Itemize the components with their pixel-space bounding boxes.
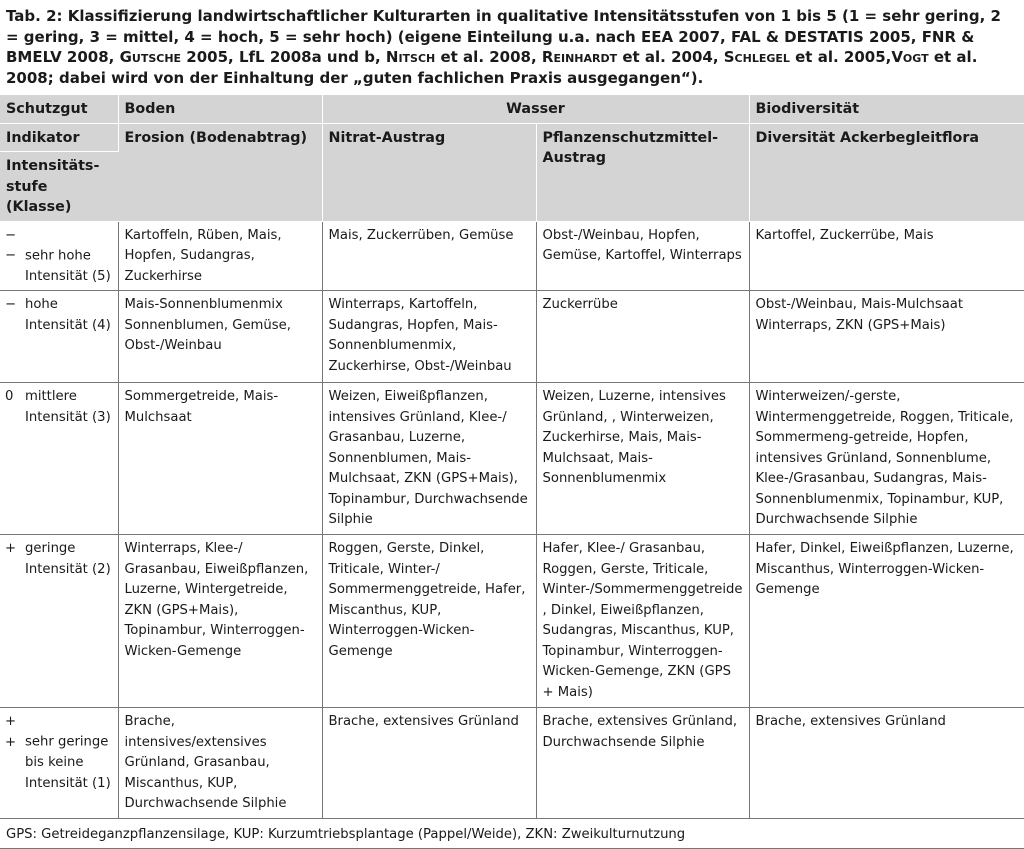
header-biodiversitaet: Biodiversität bbox=[749, 95, 1024, 123]
nitrat-cell: Mais, Zuckerrüben, Gemüse bbox=[322, 221, 536, 291]
header-nitrat: Nitrat-Austrag bbox=[322, 123, 536, 221]
flora-cell: Obst-/Weinbau, Mais-Mulchsaat Winterraps, ZKN (GPS+Mais) bbox=[749, 291, 1024, 383]
intensity-class-cell: 0 mittlere Intensität (3) bbox=[0, 383, 118, 535]
erosion-cell: Kartoffeln, Rüben, Mais, Hopfen, Sudangras, Zuckerhirse bbox=[118, 221, 322, 291]
table-row bbox=[0, 535, 1024, 708]
psm-cell: Obst-/Weinbau, Hopfen, Gemüse, Kartoffel, Winterraps bbox=[536, 221, 749, 291]
intensity-mark: 0 bbox=[5, 389, 14, 404]
table-row bbox=[0, 383, 1024, 535]
classification-table bbox=[0, 95, 1024, 849]
table-caption: Tab. 2: Klassifizierung landwirtschaftlicher Kulturarten in qualitative Intensitätsstufen von 1 bis 5 (1 = sehr gering, 2 = gering, 3 = mittel, 4 = hoch, 5 = sehr hoch) (eigene Einteilung u.a. nach EEA 2007, FAL & DESTATIS 2005, FNR & BMELV 2008, Gutsche 2005, LfL 2008a und b, Nitsch et al. 2008, Reinhardt et al. 2004, Schlegel et al. 2005,Vogt et al. 2008; dabei wird von der Einhaltung der „guten fachlichen Praxis ausgegangen“). bbox=[6, 7, 1001, 87]
table-footnote-row bbox=[0, 818, 1024, 849]
nitrat-cell: Winterraps, Kartoffeln, Sudangras, Hopfen, Mais-Sonnenblumenmix, Zuckerhirse, Obst-/Weinbau bbox=[322, 291, 536, 383]
header-boden: Boden bbox=[118, 95, 322, 123]
flora-cell: Brache, extensives Grünland bbox=[749, 708, 1024, 819]
header-wasser: Wasser bbox=[322, 95, 749, 123]
table-footnote: GPS: Getreideganzpflanzensilage, KUP: Kurzumtriebsplantage (Pappel/Weide), ZKN: Zweikulturnutzung bbox=[0, 818, 1024, 849]
intensity-mark: ++ bbox=[5, 714, 17, 750]
intensity-mark: + bbox=[5, 541, 17, 556]
psm-cell: Weizen, Luzerne, intensives Grünland, , Winterweizen, Zuckerhirse, Mais, Mais-Mulchsaat, Mais-Sonnenblumenmix bbox=[536, 383, 749, 535]
psm-cell: Hafer, Klee-/ Grasanbau, Roggen, Gerste, Triticale, Winter-/Sommermenggetreide, Dinkel, Eiweißpflanzen, Sudangras, Miscanthus, KUP, Topinambur, Winterroggen-Wicken-Gemenge, ZKN (GPS + Mais) bbox=[536, 535, 749, 708]
psm-cell: Brache, extensives Grünland, Durchwachsende Silphie bbox=[536, 708, 749, 819]
intensity-mark: −− bbox=[5, 227, 17, 263]
psm-cell: Zuckerrübe bbox=[536, 291, 749, 383]
header-flora: Diversität Ackerbegleitflora bbox=[749, 123, 1024, 221]
header-schutzgut: Schutzgut bbox=[0, 95, 118, 123]
header-erosion: Erosion (Bodenabtrag) bbox=[118, 123, 322, 221]
intensity-mark: − bbox=[5, 297, 17, 312]
table-row bbox=[0, 221, 1024, 291]
intensity-class-cell: −− sehr hohe Intensität (5) bbox=[0, 221, 118, 291]
header-indikator: Indikator bbox=[0, 123, 118, 152]
flora-cell: Hafer, Dinkel, Eiweißpflanzen, Luzerne, Miscanthus, Winterroggen-Wicken-Gemenge bbox=[749, 535, 1024, 708]
intensity-class-cell: ++ sehr geringe bis keine Intensität (1) bbox=[0, 708, 118, 819]
flora-cell: Kartoffel, Zuckerrübe, Mais bbox=[749, 221, 1024, 291]
intensity-class-cell: + geringe Intensität (2) bbox=[0, 535, 118, 708]
table-row bbox=[0, 291, 1024, 383]
header-psm: Pflanzenschutzmittel-Austrag bbox=[536, 123, 749, 221]
erosion-cell: Brache, intensives/extensives Grünland, Grasanbau, Miscanthus, KUP, Durchwachsende Silphie bbox=[118, 708, 322, 819]
nitrat-cell: Roggen, Gerste, Dinkel, Triticale, Winter-/ Sommermenggetreide, Hafer, Miscanthus, KUP, Winterroggen-Wicken-Gemenge bbox=[322, 535, 536, 708]
table-row bbox=[0, 708, 1024, 819]
nitrat-cell: Brache, extensives Grünland bbox=[322, 708, 536, 819]
erosion-cell: Winterraps, Klee-/ Grasanbau, Eiweißpflanzen, Luzerne, Wintergetreide, ZKN (GPS+Mais), Topinambur, Winterroggen-Wicken-Gemenge bbox=[118, 535, 322, 708]
header-intensitaetsstufe: Intensitäts-stufe (Klasse) bbox=[0, 152, 118, 222]
erosion-cell: Sommergetreide, Mais-Mulchsaat bbox=[118, 383, 322, 535]
erosion-cell: Mais-Sonnenblumenmix Sonnenblumen, Gemüse, Obst-/Weinbau bbox=[118, 291, 322, 383]
intensity-class-cell: − hohe Intensität (4) bbox=[0, 291, 118, 383]
nitrat-cell: Weizen, Eiweißpflanzen, intensives Grünland, Klee-/ Grasanbau, Luzerne, Sonnenblumen, Mais-Mulchsaat, ZKN (GPS+Mais), Topinambur, Durchwachsende Silphie bbox=[322, 383, 536, 535]
flora-cell: Winterweizen/-gerste, Wintermenggetreide, Roggen, Triticale, Sommermeng-getreide, Hopfen, intensives Grünland, Sonnenblume, Klee-/Grasanbau, Sudangras, Mais-Sonnenblumenmix, Topinambur, KUP, Durchwachsende Silphie bbox=[749, 383, 1024, 535]
